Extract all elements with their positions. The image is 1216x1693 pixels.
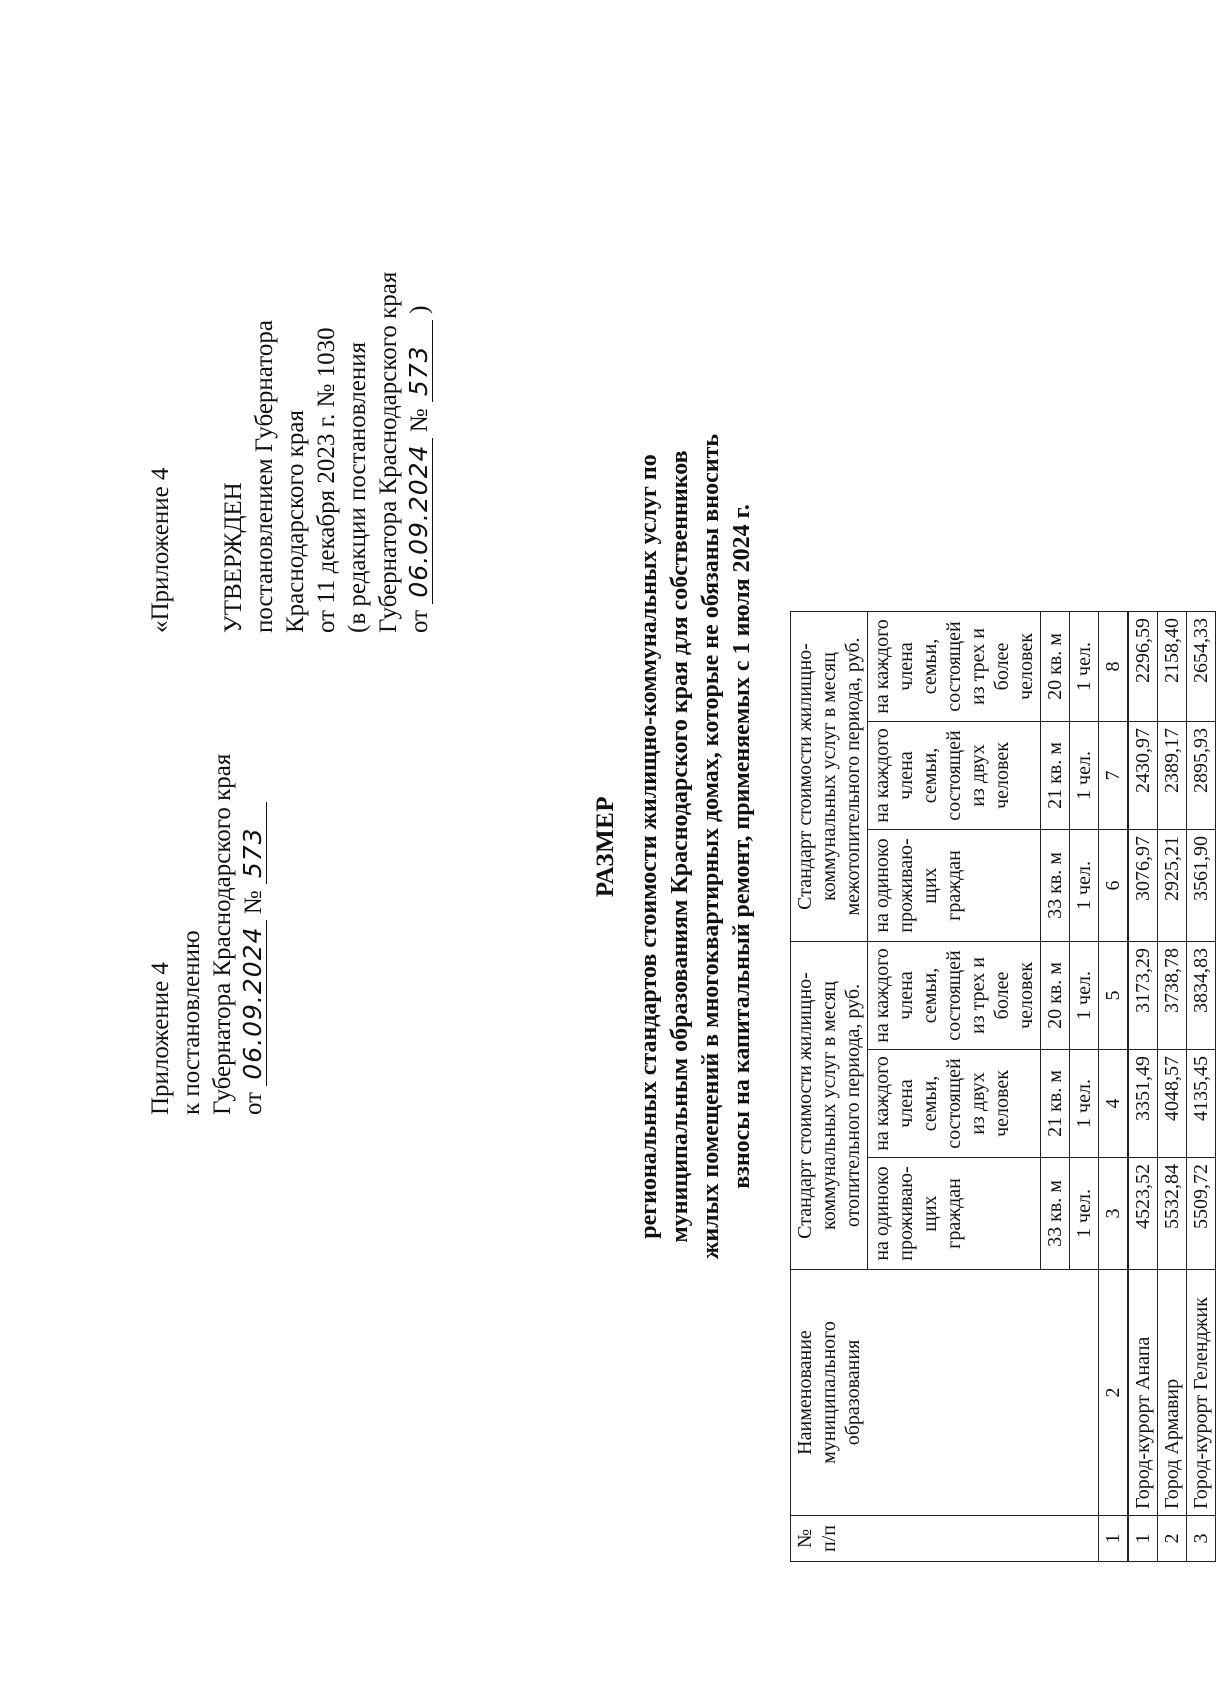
table-header-row <box>791 612 868 1562</box>
area-cell: 33 кв. м <box>1041 830 1070 942</box>
person-cell: 1 чел. <box>1070 942 1099 1050</box>
person-cell: 1 чел. <box>1070 722 1099 830</box>
annex-title: Приложение 4 <box>147 962 174 1115</box>
municipality-name: Город Армавир <box>1158 1270 1187 1516</box>
handwritten-date: 06.09.2024 <box>240 921 267 1086</box>
municipality-name: Город-курорт Геленджик <box>1187 1270 1216 1516</box>
area-cell: 20 кв. м <box>1041 942 1070 1050</box>
column-number-row: 1 2 3 4 5 6 7 8 <box>1099 612 1129 1562</box>
title-heading: РАЗМЕР <box>592 795 619 898</box>
person-cell: 1 чел. <box>1070 1158 1099 1270</box>
annex-date-line: от 06.09.2024 № 573 ) <box>404 305 433 633</box>
annex-title: «Приложение 4 <box>147 467 174 633</box>
handwritten-number: 573 <box>406 320 433 402</box>
subheader-two: на каждого члена семьи, состоящей из двух человек <box>868 1050 1041 1158</box>
header-heating-period: Стандарт стоимости жилищно-коммунальных услуг в месяц отопительного периода, руб. <box>791 942 868 1270</box>
subheader-single: на одиноко проживаю-щих граждан <box>868 1158 1041 1270</box>
handwritten-date: 06.09.2024 <box>406 439 433 604</box>
person-cell: 1 чел. <box>1070 830 1099 942</box>
approved-label: УТВЕРЖДЕН <box>220 482 247 633</box>
annex-left-header <box>145 754 269 1115</box>
handwritten-number: 573 <box>240 802 267 884</box>
header-number: № п/п <box>791 1516 1099 1562</box>
annex-to-resolution: к постановлению <box>178 930 205 1115</box>
standards-table <box>790 611 1216 1562</box>
area-cell: 20 кв. м <box>1041 612 1070 722</box>
annex-right-header: «Приложение 4 УТВЕРЖДЕН постановлением Губернатора Краснодарского края от 11 декабря 2023 г. № 1030 (в редакции постановления Губернатора Краснодарского края от 06.09.2024 № 573 ) <box>147 271 433 633</box>
subheader-three: на каждого члена семьи, состоящей из трех и более человек <box>868 612 1041 722</box>
header-municipality: Наименование муниципального образования <box>791 1270 1099 1516</box>
document-title: РАЗМЕР региональных стандартов стоимости жилищно-коммунальных услуг по муниципальным образованиям Краснодарского края для собственников жилых помещений в многоквартирных домах, которые не обязаны вносить взносы на капитальный ремонт, применяемых с 1 июля 2024 г. <box>592 0 758 1693</box>
annex-date-line: от 06.09.2024 № 573 <box>238 754 269 1115</box>
area-cell: 21 кв. м <box>1041 722 1070 830</box>
area-cell: 21 кв. м <box>1041 1050 1070 1158</box>
table-row: 3 Город-курорт Геленджик 5509,72 4135,45 3834,83 3561,90 2895,93 2654,33 <box>1187 612 1216 1562</box>
municipality-name: Город-курорт Анапа <box>1128 1270 1158 1516</box>
header-non-heating-period: Стандарт стоимости жилищно-коммунальных услуг в месяц межотопительного периода, руб. <box>791 612 868 942</box>
person-cell: 1 чел. <box>1070 612 1099 722</box>
annex-governor: Губернатора Краснодарского края <box>209 753 236 1115</box>
area-cell: 33 кв. м <box>1041 1158 1070 1270</box>
subheader-three: на каждого члена семьи, состоящей из трех и более человек <box>868 942 1041 1050</box>
table-row: 2 Город Армавир 5532,84 4048,57 3738,78 2925,21 2389,17 2158,40 <box>1158 612 1187 1562</box>
person-cell: 1 чел. <box>1070 1050 1099 1158</box>
subheader-two: на каждого члена семьи, состоящей из двух человек <box>868 722 1041 830</box>
subheader-single: на одиноко проживаю-щих граждан <box>868 830 1041 942</box>
table-row: 1 Город-курорт Анапа 4523,52 3351,49 3173,29 3076,97 2430,97 2296,59 <box>1128 612 1158 1562</box>
